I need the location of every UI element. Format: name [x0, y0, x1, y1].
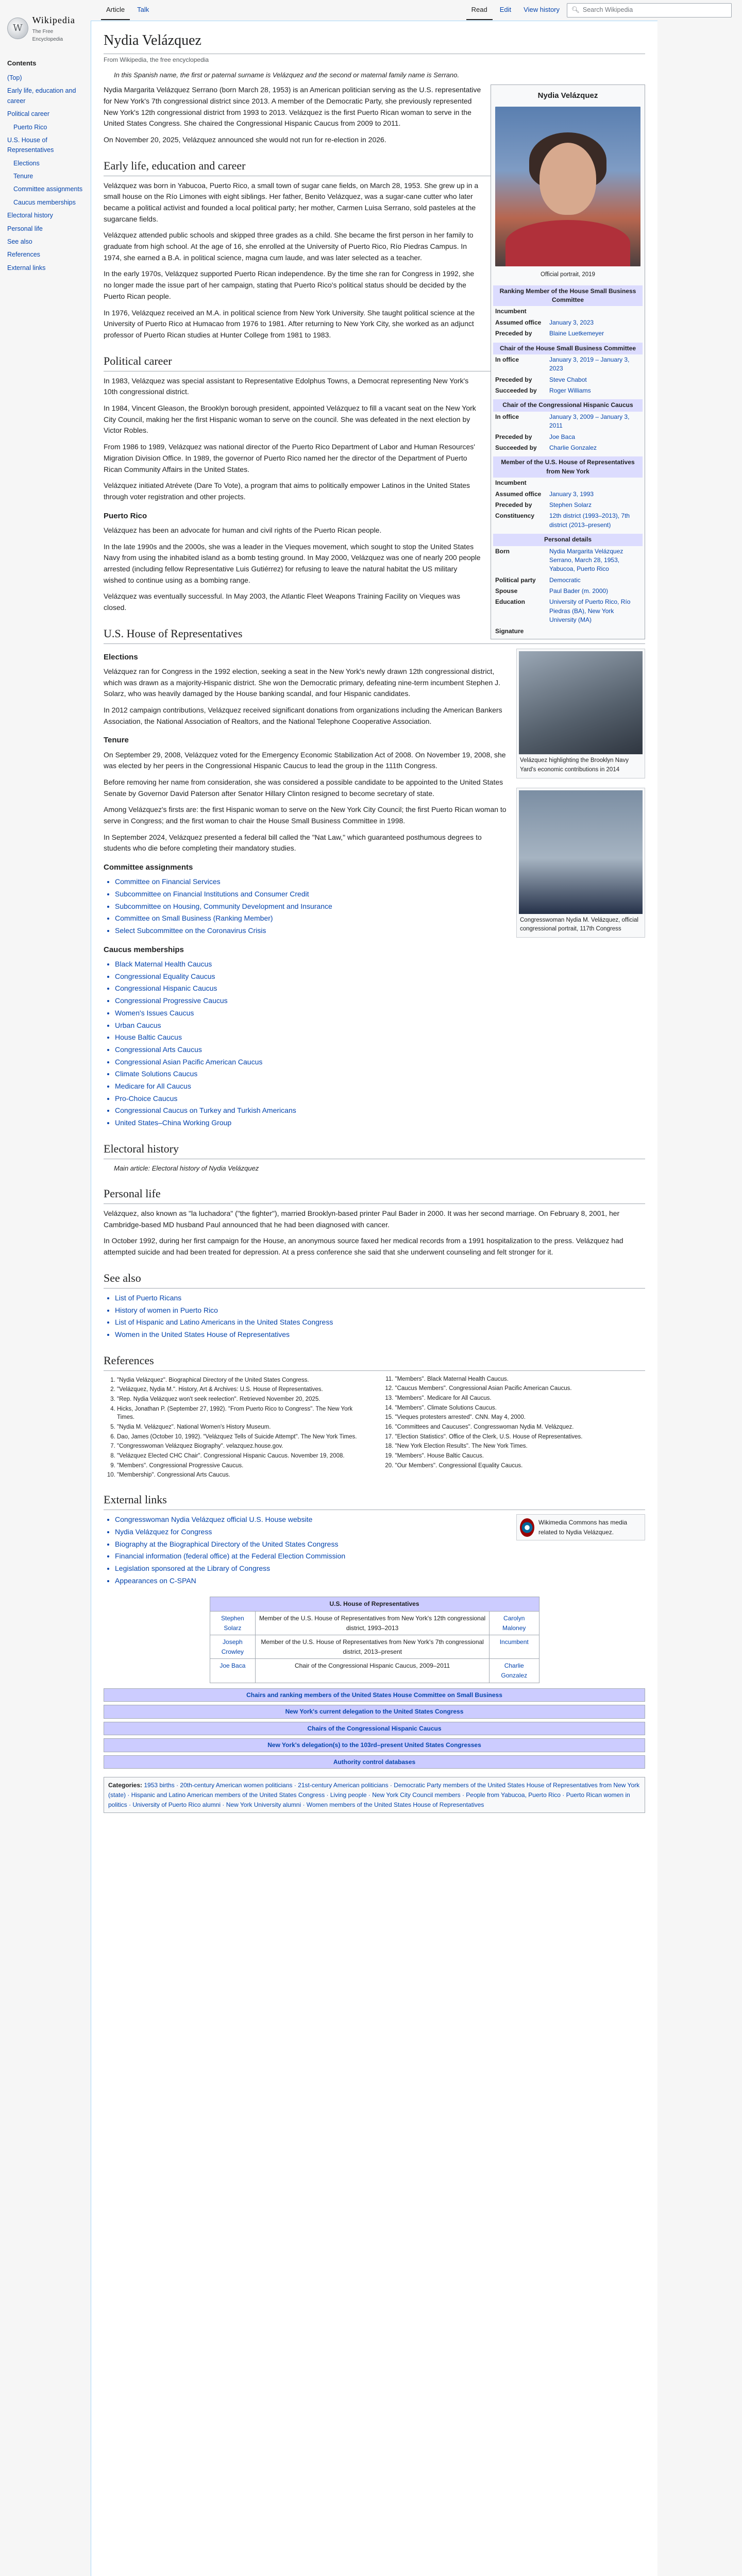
figure-caption: Congresswoman Nydia M. Velázquez, official congressional portrait, 117th Congress — [520, 917, 638, 933]
figure-navy-yard — [516, 649, 645, 778]
committee-item[interactable]: • Select Subcommittee on the Coronavirus Crisis — [115, 925, 645, 937]
page-tabs — [101, 1, 154, 20]
toc-item[interactable]: Early life, education and career — [7, 87, 76, 105]
electoral-main-article[interactable]: Main article: Electoral history of Nydia Velázquez — [114, 1164, 259, 1172]
toc-item[interactable]: Committee assignments — [13, 185, 83, 193]
section-heading: Political career — [104, 352, 645, 371]
portrait-body — [505, 220, 630, 266]
infobox-row — [493, 511, 643, 531]
top-bar — [91, 0, 742, 21]
infobox-key: Signature — [495, 627, 524, 635]
reference-item: 12. "Caucus Members". Congressional Asian Pacific American Caucus. — [395, 1384, 646, 1393]
infobox-key: Assumed office — [495, 318, 542, 326]
infobox-row — [493, 478, 643, 488]
committee-item[interactable]: • Committee on Small Business (Ranking Member) — [115, 913, 645, 924]
infobox-row — [493, 306, 643, 317]
toc-title: Contents — [7, 59, 37, 67]
personal-paragraph: In October 1992, during her first campaign for the House, an anonymous source faxed her medical records from a 1991 hospitalization to the press. Velázquez had attempted suicide and had been treated for depression. At a press conference she said that she underwent counseling and felt stronger for it. — [104, 1236, 623, 1257]
toc-list — [0, 72, 91, 275]
section-heading: U.S. House of Representatives — [104, 625, 645, 644]
lead-paragraph: On November 20, 2025, Velázquez announced she would not run for re-election in 2026. — [104, 135, 386, 144]
infobox-row — [493, 575, 643, 586]
infobox-value[interactable]: Steve Chabot — [549, 376, 587, 383]
external-link-item[interactable]: • Legislation sponsored at the Library of Congress — [115, 1563, 645, 1574]
see-also-item[interactable]: • List of Hispanic and Latino Americans in the United States Congress — [115, 1317, 645, 1328]
succession-preceded[interactable]: Stephen Solarz — [210, 1611, 256, 1635]
infobox-value[interactable] — [549, 307, 640, 316]
infobox-key: Incumbent — [495, 479, 527, 487]
toc-item[interactable]: Tenure — [13, 173, 33, 180]
infobox-row — [493, 317, 643, 328]
navbox-title[interactable]: Chairs of the Congressional Hispanic Caucus — [104, 1722, 645, 1735]
section-heading: Tenure — [104, 736, 129, 745]
section-paragraph: On September 29, 2008, Velázquez voted for the Emergency Economic Stabilization Act of 2008. On November 19, 2008, she was elected by her peers in the Congressional Hispanic Caucus to lead the group in the 111th Congress. — [104, 750, 506, 770]
infobox-section-header: Member of the U.S. House of Representatives from New York — [493, 456, 643, 478]
tab-talk[interactable]: Talk — [137, 5, 149, 13]
infobox-row — [493, 385, 643, 396]
reference-item: 2. "Velázquez, Nydia M.". History, Art & Archives: U.S. House of Representatives. — [117, 1385, 367, 1394]
succession-row — [210, 1659, 539, 1683]
categories-label: Categories: — [108, 1782, 143, 1789]
infobox-key: Education — [495, 598, 526, 606]
infobox-value[interactable]: University of Puerto Rico, Río Piedras (BA), New York University (MA) — [549, 598, 631, 624]
infobox-key: Spouse — [495, 587, 518, 595]
succession-row — [210, 1611, 539, 1635]
tab-read[interactable]: Read — [466, 1, 493, 20]
section-paragraph: In the late 1990s and the 2000s, she was a leader in the Vieques movement, which sought to stop the United States Navy from using the inhabited island as a bomb testing ground. In May 2000, Velázquez was one of nearly 200 people arrested (including fellow Representative Luis Gutiérrez) for refusing to leave the natural habitat the US military wished to continue using as a bombing range. — [104, 542, 481, 584]
section-paragraph: In 1976, Velázquez received an M.A. in political science from New York University. She taught political science at the University of Puerto Rico at Humacao from 1976 to 1981. After returning to New York City, she worked as an adjunct professor of Puerto Rican studies at Hunter College from 1981 to 1983. — [104, 308, 475, 339]
see-also-item[interactable]: • Women in the United States House of Representatives — [115, 1329, 645, 1341]
section-paragraph: In the early 1970s, Velázquez supported Puerto Rican independence. By the time she ran for Congress in 1992, she no longer made the issue part of her campaign, stating that Puerto Rico's political status should be decided by the Puerto Rican people. — [104, 269, 475, 300]
external-link-item[interactable]: • Biography at the Biographical Directory of the United States Congress — [115, 1539, 645, 1550]
succession-preceded[interactable]: Joe Baca — [210, 1659, 256, 1683]
succession-table — [210, 1597, 539, 1683]
infobox-value[interactable]: Blaine Luetkemeyer — [549, 330, 604, 337]
infobox-key: In office — [495, 355, 519, 363]
infobox-key: Preceded by — [495, 330, 532, 337]
tab-edit[interactable]: Edit — [499, 5, 512, 13]
infobox-value[interactable]: Stephen Solarz — [549, 501, 592, 509]
infobox-key: Preceded by — [495, 501, 532, 509]
infobox-row — [493, 489, 643, 500]
infobox-key: Constituency — [495, 512, 535, 520]
committee-item[interactable]: • Subcommittee on Housing, Community Development and Insurance — [115, 901, 645, 912]
succession-header: U.S. House of Representatives — [210, 1597, 539, 1612]
infobox — [491, 84, 645, 639]
infobox-key: Assumed office — [495, 490, 542, 498]
search-icon: 🔍︎ — [571, 6, 580, 14]
infobox-value[interactable]: January 3, 2009 – January 3, 2011 — [549, 413, 630, 430]
infobox-name: Nydia Velázquez — [537, 91, 598, 100]
section-paragraph: In 2012 campaign contributions, Velázquez received significant donations from organizations including the American Bankers Association, the National Association of Realtors, and the National Telephone Cooperative Association. — [104, 706, 502, 725]
see-also-item[interactable]: • History of women in Puerto Rico — [115, 1305, 645, 1316]
figure-image[interactable] — [519, 651, 643, 754]
infobox-row — [493, 432, 643, 443]
infobox-value[interactable]: January 3, 1993 — [549, 490, 594, 498]
view-tabs — [466, 1, 732, 20]
navbox — [104, 1722, 645, 1736]
infobox-row — [493, 354, 643, 375]
infobox-value[interactable]: January 3, 2019 – January 3, 2023 — [549, 355, 630, 372]
caucus-item[interactable]: • United States–China Working Group — [115, 1117, 645, 1129]
toc-item[interactable]: References — [7, 251, 40, 259]
commons-icon — [520, 1518, 534, 1537]
toc-item[interactable]: (Top) — [7, 74, 22, 82]
succession-succeeded[interactable]: Incumbent — [489, 1635, 539, 1659]
caucus-item[interactable]: • Black Maternal Health Caucus — [115, 959, 645, 970]
caucus-item[interactable]: • House Baltic Caucus — [115, 1032, 645, 1043]
navbox — [104, 1755, 645, 1769]
infobox-value[interactable]: Democratic — [549, 576, 581, 584]
reference-item: 19. "Members". House Baltic Caucus. — [395, 1452, 646, 1461]
infobox-row — [493, 375, 643, 385]
caucus-item[interactable]: • Women's Issues Caucus — [115, 1008, 645, 1019]
reference-item: 9. "Members". Congressional Progressive Caucus. — [117, 1462, 367, 1470]
tab-view-history[interactable]: View history — [524, 5, 560, 13]
reference-item: 4. Hicks, Jonathan P. (September 27, 1992). "From Puerto Rico to Congress". The New York Times. — [117, 1405, 367, 1422]
external-link-item[interactable]: • Appearances on C-SPAN — [115, 1575, 645, 1587]
see-also-heading: See also — [104, 1269, 645, 1289]
infobox-value[interactable]: Roger Williams — [549, 387, 591, 395]
toc-item[interactable]: See also — [7, 238, 32, 245]
site-name: Wikipedia — [32, 15, 75, 25]
reference-item: 3. "Rep. Nydia Velázquez won't seek reelection". Retrieved November 20, 2025. — [117, 1395, 367, 1404]
succession-succeeded[interactable]: Carolyn Maloney — [489, 1611, 539, 1635]
infobox-sections — [493, 285, 643, 637]
infobox-value[interactable] — [549, 479, 640, 487]
committee-item[interactable]: • Committee on Financial Services — [115, 876, 645, 888]
section-paragraph: Velázquez attended public schools and skipped three grades as a child. She became the first person in her family to graduate from high school. At the age of 16, she enrolled at the University of Puerto Rico, Río Piedras Campus. In 1974, she earned a B.A. in political science, magna cum laude, and was later selected as a teacher. — [104, 231, 474, 262]
reference-item: 10. "Membership". Congressional Arts Caucus. — [117, 1471, 367, 1480]
succession-preceded[interactable]: Joseph Crowley — [210, 1635, 256, 1659]
official-portrait[interactable] — [495, 107, 640, 266]
electoral-heading: Electoral history — [104, 1140, 645, 1159]
infobox-row — [493, 500, 643, 511]
navbox — [104, 1688, 645, 1702]
infobox-key: Born — [495, 547, 510, 555]
toc-item[interactable]: Personal life — [7, 225, 43, 232]
caucus-item[interactable]: • Congressional Equality Caucus — [115, 971, 645, 982]
committee-item[interactable]: • Subcommittee on Financial Institutions and Consumer Credit — [115, 889, 645, 900]
globe-icon: W — [7, 18, 28, 39]
succession-office: Member of the U.S. House of Representatives from New York's 12th congressional district, 1993–2013 — [256, 1611, 490, 1635]
navbox-title[interactable]: Authority control databases — [104, 1756, 645, 1769]
caucus-item[interactable]: • Congressional Hispanic Caucus — [115, 983, 645, 994]
infobox-section-header: Ranking Member of the House Small Business Committee — [493, 285, 643, 307]
reference-item: 15. "Vieques protesters arrested". CNN. May 4, 2000. — [395, 1413, 646, 1422]
infobox-row — [493, 412, 643, 432]
infobox-row — [493, 443, 643, 453]
reference-item: 20. "Our Members". Congressional Equality Caucus. — [395, 1462, 646, 1470]
infobox-value[interactable]: Nydia Margarita Velázquez Serrano, March 28, 1953, Yabucoa, Puerto Rico — [549, 547, 623, 573]
infobox-row — [493, 586, 643, 597]
external-link-item[interactable]: • Congresswoman Nydia Velázquez official U.S. House website — [115, 1514, 645, 1526]
caucus-item[interactable]: • Congressional Asian Pacific American Caucus — [115, 1057, 645, 1068]
figure-image[interactable] — [519, 790, 643, 914]
infobox-key: Succeeded by — [495, 444, 537, 452]
infobox-row — [493, 597, 643, 625]
infobox-section-header: Chair of the House Small Business Committee — [493, 343, 643, 354]
reference-item: 18. "New York Election Results". The New York Times. — [395, 1442, 646, 1451]
section-paragraph: Velázquez ran for Congress in the 1992 election, seeking a seat in the New York's newly drawn 12th congressional district, which was drawn as a majority-Hispanic district. She won the Democratic primary, defeating nine-term incumbent Stephen J. Solarz, who was heavily damaged by the House banking scandal, and four Hispanic candidates. — [104, 667, 501, 698]
toc-item[interactable]: External links — [7, 264, 46, 272]
toc-item[interactable]: Political career — [7, 110, 49, 118]
infobox-key: In office — [495, 413, 519, 420]
toc-item[interactable]: Electoral history — [7, 212, 53, 219]
reference-item: 1. "Nydia Velázquez". Biographical Directory of the United States Congress. — [117, 1376, 367, 1385]
site-tagline: The Free Encyclopedia — [32, 28, 63, 43]
commons-box — [516, 1514, 645, 1540]
from-wikipedia: From Wikipedia, the free encyclopedia — [104, 56, 209, 64]
article-content — [91, 21, 657, 2576]
infobox-section-header: Personal details — [493, 534, 643, 546]
caucus-item[interactable]: • Pro-Choice Caucus — [115, 1093, 645, 1105]
infobox-key: Preceded by — [495, 376, 532, 383]
reference-item: 13. "Members". Medicare for All Caucus. — [395, 1394, 646, 1403]
infobox-value[interactable]: Charlie Gonzalez — [549, 444, 597, 452]
reference-item: 17. "Election Statistics". Office of the Clerk, U.S. House of Representatives. — [395, 1433, 646, 1442]
infobox-row — [493, 546, 643, 575]
references-list — [104, 1375, 645, 1480]
section-heading: Early life, education and career — [104, 157, 645, 176]
reference-item: 6. Dao, James (October 10, 1992). "Velázquez Tells of Suicide Attempt". The New York Times. — [117, 1433, 367, 1442]
reference-item: 8. "Velázquez Elected CHC Chair". Congressional Hispanic Caucus. November 19, 2008. — [117, 1452, 367, 1461]
caucus-item[interactable]: • Congressional Caucus on Turkey and Turkish Americans — [115, 1105, 645, 1116]
commons-text[interactable]: Wikimedia Commons has media related to Nydia Velázquez. — [538, 1519, 628, 1536]
reference-item: 5. "Nydia M. Velázquez". National Women's History Museum. — [117, 1423, 367, 1432]
succession-row — [210, 1635, 539, 1659]
toc-item[interactable]: Elections — [13, 159, 40, 167]
reference-item: 16. "Committees and Caucuses". Congresswoman Nydia M. Velázquez. — [395, 1423, 646, 1432]
infobox-row — [493, 626, 643, 637]
references-heading: References — [104, 1352, 645, 1371]
succession-office: Chair of the Congressional Hispanic Caucus, 2009–2011 — [256, 1659, 490, 1683]
toc-item[interactable]: Puerto Rico — [13, 123, 47, 131]
toc-item[interactable]: Caucus memberships — [13, 198, 76, 206]
caucus-item[interactable]: • Urban Caucus — [115, 1020, 645, 1031]
infobox-value[interactable]: Paul Bader (m. 2000) — [549, 587, 609, 595]
lead-paragraph: Nydia Margarita Velázquez Serrano (born March 28, 1953) is an American politician serving as the U.S. representative for New York's 7th congressional district since 2013. A member of the Democratic Party, she previously represented New York's 12th congressional district from 1993 to 2013. Velázquez is the first Puerto Rican woman to serve in the United States Congress. She chaired the Congressional Hispanic Caucus from 2009 to 2011. — [104, 86, 481, 128]
caucus-item[interactable]: • Medicare for All Caucus — [115, 1081, 645, 1092]
search-input[interactable] — [567, 3, 732, 18]
infobox-key: Incumbent — [495, 308, 527, 315]
caucus-item[interactable]: • Congressional Arts Caucus — [115, 1044, 645, 1056]
infobox-key: Preceded by — [495, 433, 532, 440]
reference-item: 11. "Members". Black Maternal Health Caucus. — [395, 1375, 646, 1384]
infobox-value[interactable]: 12th district (1993–2013), 7th district (2013–present) — [549, 512, 630, 529]
section-paragraph: Before removing her name from consideration, she was considered a possible candidate to be appointed to the United States Senate by Governor David Paterson after Senator Hillary Clinton resigned to become secretary of state. — [104, 778, 503, 798]
navboxes — [104, 1688, 645, 1769]
infobox-key: Succeeded by — [495, 387, 537, 395]
section-paragraph: In September 2024, Velázquez presented a federal bill called the "Nat Law," which guaranteed posthumous degrees to students who die before completing their mandatory studies. — [104, 833, 482, 853]
succession-office: Member of the U.S. House of Representatives from New York's 7th congressional district, 2013–present — [256, 1635, 490, 1659]
tab-article[interactable]: Article — [101, 1, 130, 20]
caucus-heading: Caucus memberships — [104, 945, 184, 954]
search-placeholder: Search Wikipedia — [582, 6, 633, 14]
infobox-row — [493, 328, 643, 339]
committees-heading: Committee assignments — [104, 863, 193, 872]
section-paragraph: In 1983, Velázquez was special assistant to Representative Edolphus Towns, a Democrat representing New York's 10th congressional district. — [104, 376, 469, 396]
infobox-value[interactable]: Joe Baca — [549, 433, 576, 440]
section-paragraph: Velázquez has been an advocate for human and civil rights of the Puerto Rican people. — [104, 526, 382, 534]
personal-heading: Personal life — [104, 1185, 645, 1204]
see-also-list — [104, 1293, 645, 1341]
caucus-item[interactable]: • Climate Solutions Caucus — [115, 1069, 645, 1080]
navbox — [104, 1705, 645, 1719]
reference-item: 7. "Congresswoman Velázquez Biography". velazquez.house.gov. — [117, 1442, 367, 1451]
caucus-item[interactable]: • Congressional Progressive Caucus — [115, 995, 645, 1007]
toc-item[interactable]: U.S. House of Representatives — [7, 136, 54, 154]
infobox-key: Political party — [495, 576, 536, 584]
hatnote: In this Spanish name, the first or paternal surname is Velázquez and the second or maternal family name is Serrano. — [114, 71, 460, 79]
infobox-value[interactable] — [549, 627, 640, 636]
sidebar — [0, 0, 91, 275]
navbox-title[interactable]: New York's current delegation to the United States Congress — [104, 1705, 645, 1718]
external-links-heading: External links — [104, 1491, 645, 1510]
caucus-list — [104, 959, 645, 1129]
figure-portrait — [516, 788, 645, 938]
section-paragraph: From 1986 to 1989, Velázquez was national director of the Puerto Rico Department of Labor and Human Resources' Migration Division Office. In 1989, the governor of Puerto Rico named her the director of the Department of Puerto Rican Community Affairs in the United States. — [104, 443, 475, 473]
site-logo[interactable] — [0, 8, 91, 56]
section-paragraph: Velázquez was born in Yabucoa, Puerto Rico, a small town of sugar cane fields, on March 28, 1953. She grew up in a small house on the Río Limones with eight siblings. Her father, Benito Velázquez, was a sugar-cane cutter who later became a political activist and founded a local political party; her mother, Carmen Luisa Serrano, sold pasteles at the sugarcane fields. — [104, 181, 479, 223]
external-link-item[interactable]: • Nydia Velázquez for Congress — [115, 1527, 645, 1538]
portrait-face — [539, 143, 596, 215]
reference-item: 14. "Members". Climate Solutions Caucus. — [395, 1404, 646, 1413]
page-title: Nydia Velázquez — [104, 29, 645, 54]
section-paragraph: Velázquez initiated Atrévete (Dare To Vote), a program that aims to politically empower Latinos in the United States through voter registration and other projects. — [104, 481, 470, 501]
succession-succeeded[interactable]: Charlie Gonzalez — [489, 1659, 539, 1683]
navbox-title[interactable]: New York's delegation(s) to the 103rd–present United States Congresses — [104, 1739, 645, 1752]
portrait-caption: Official portrait, 2019 — [541, 271, 595, 278]
infobox-section-header: Chair of the Congressional Hispanic Caucus — [493, 399, 643, 411]
section-heading: Puerto Rico — [104, 511, 147, 520]
section-paragraph: In 1984, Vincent Gleason, the Brooklyn borough president, appointed Velázquez to fill a vacant seat on the New York City Council, making her the first Hispanic woman to serve on the council. She was defeated in the next election by Victor Robles. — [104, 404, 476, 435]
navbox — [104, 1738, 645, 1752]
see-also-item[interactable]: • List of Puerto Ricans — [115, 1293, 645, 1304]
section-paragraph: Velázquez was eventually successful. In May 2003, the Atlantic Fleet Weapons Training Facility on Vieques was closed. — [104, 592, 461, 612]
figure-caption: Velázquez highlighting the Brooklyn Navy Yard's economic contributions in 2014 — [520, 757, 629, 773]
section-heading: Elections — [104, 652, 138, 662]
external-link-item[interactable]: • Financial information (federal office) at the Federal Election Commission — [115, 1551, 645, 1562]
infobox-value[interactable]: January 3, 2023 — [549, 318, 594, 326]
navbox-title[interactable]: Chairs and ranking members of the United States House Committee on Small Business — [104, 1689, 645, 1702]
categories — [104, 1777, 645, 1813]
section-paragraph: Among Velázquez's firsts are: the first Hispanic woman to serve on the New York City Council; the first Puerto Rican woman to serve in Congress; and the first woman to chair the House Small Business Committee in 1998. — [104, 805, 507, 825]
categories-list[interactable]: 1953 births · 20th-century American women politicians · 21st-century American politicians · Democratic Party members of the United States House of Representatives from New York (state) · Hispanic and Latino American members of the United States Congress · Living people · New York City Council members · People from Yabucoa, Puerto Rico · Puerto Rican women in politics · University of Puerto Rico alumni · New York University alumni · Women members of the United States House of Representatives — [108, 1782, 640, 1808]
personal-paragraph: Velázquez, also known as "la luchadora" ("the fighter"), married Brooklyn-based printer Paul Bader in 2000. It was her second marriage. On February 8, 2001, her Cambridge-based MD husband Paul announced that he had been diagnosed with cancer. — [104, 1209, 620, 1229]
